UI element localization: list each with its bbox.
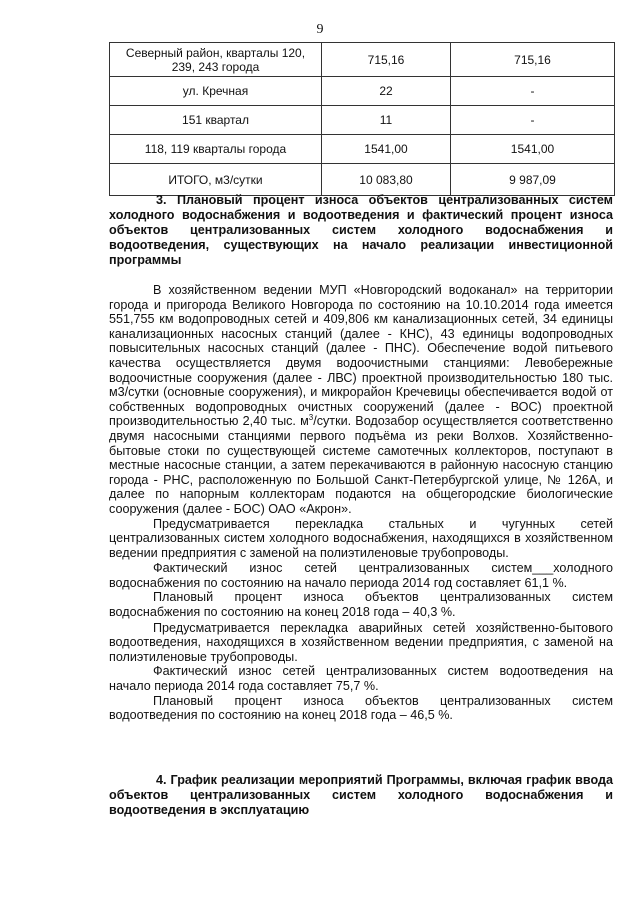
cell-value-1: 1541,00 bbox=[322, 135, 451, 164]
paragraph-water-relay-plan: Предусматривается перекладка стальных и чугунных сетей централизованных систем холодного водоснабжения, находящихся в хозяйственном ведении предприятия с заменой на полиэтиленовые трубопроводы. bbox=[109, 516, 613, 560]
cell-district: ИТОГО, м3/сутки bbox=[110, 164, 322, 196]
cell-district: Северный район, кварталы 120, 239, 243 города bbox=[110, 43, 322, 77]
cell-value-2: 715,16 bbox=[451, 43, 615, 77]
cell-value-2: 9 987,09 bbox=[451, 164, 615, 196]
table-row bbox=[110, 106, 615, 135]
paragraph-sewer-relay-plan: Предусматривается перекладка аварийных сетей хозяйственно-бытового водоотведения, находящихся в хозяйственном ведении предприятия, с заменой на полиэтиленовые трубопроводы. bbox=[109, 620, 613, 664]
cell-value-1: 10 083,80 bbox=[322, 164, 451, 196]
paragraph-sewer-planned-wear: Плановый процент износа объектов централизованных систем водоотведения по состоянию на конец 2018 года – 46,5 %. bbox=[109, 693, 613, 723]
section-3-body bbox=[109, 283, 613, 723]
cell-value-2: 1541,00 bbox=[451, 135, 615, 164]
table-row bbox=[110, 77, 615, 106]
section-3-heading: 3. Плановый процент износа объектов централизованных систем холодного водоснабжения и водоотведения и фактический процент износа объектов централизованных систем холодного водоснабжения и водоотведения, существующих на начало реализации инвестиционной программы bbox=[109, 193, 613, 267]
cell-district: ул. Кречная bbox=[110, 77, 322, 106]
paragraph-sewer-actual-wear: Фактический износ сетей централизованных систем водоотведения на начало периода 2014 года составляет 75,7 %. bbox=[109, 664, 613, 694]
table-total-row bbox=[110, 164, 615, 196]
table-row bbox=[110, 43, 615, 77]
cell-district: 118, 119 кварталы города bbox=[110, 135, 322, 164]
cell-value-1: 11 bbox=[322, 106, 451, 135]
cell-value-2: - bbox=[451, 77, 615, 106]
superscript-cubic: 3 bbox=[308, 413, 314, 423]
cell-value-1: 715,16 bbox=[322, 43, 451, 77]
water-volume-table bbox=[109, 42, 615, 196]
paragraph-water-planned-wear: Плановый процент износа объектов централизованных систем водоснабжения по состоянию на конец 2018 года – 40,3 %. bbox=[109, 590, 613, 620]
paragraph-network-overview-part1: В хозяйственном ведении МУП «Новгородский водоканал» на территории города и пригорода Великого Новгорода по состоянию на 10.10.2014 года имеется 551,755 км водопроводных сетей и 409,806 км канализационных сетей, 34 единицы канализационных насосных станций (далее - КНС), 43 единицы водопроводных повысительных насосных станций (далее - ПНС). Обеспечение водой питьевого качества осуществляется двумя водоочистными станциями: Левобережные водоочистные сооружения (далее - ЛВС) проектной производительностью 180 тыс. м3/сутки (основные сооружения), и микрорайон Кречевицы обеспечивается водой от собственных водопроводных очистных сооружений (далее - ВОС) проектной производительностью 2,40 тыс. м bbox=[109, 283, 613, 429]
cell-value-1: 22 bbox=[322, 77, 451, 106]
paragraph-network-overview bbox=[109, 283, 613, 517]
paragraph-network-overview-part2: /сутки. Водозабор осуществляется соответственно двумя насосными станциями первого подъёма из реки Волхов. Хозяйственно-бытовые стоки по существующей системе самотечных коллекторов, поступают в местные насосные станции, а затем перекачиваются в районную насосную станцию города - РНС, расположенную по Большой Санкт-Петербургской улице, № 126А, и далее по напорным коллекторам подаются на общегородские биологические сооружения (далее - БОС) ОАО «Акрон». bbox=[109, 414, 613, 516]
cell-value-2: - bbox=[451, 106, 615, 135]
cell-district: 151 квартал bbox=[110, 106, 322, 135]
table-row bbox=[110, 135, 615, 164]
paragraph-water-actual-wear: Фактический износ сетей централизованных систем___холодного водоснабжения по состоянию на начало периода 2014 год составляет 61,1 %. bbox=[109, 561, 613, 590]
page-number: 9 bbox=[316, 22, 324, 37]
section-4-heading: 4. График реализации мероприятий Программы, включая график ввода объектов централизованных систем холодного водоснабжения и водоотведения в эксплуатацию bbox=[109, 773, 613, 817]
